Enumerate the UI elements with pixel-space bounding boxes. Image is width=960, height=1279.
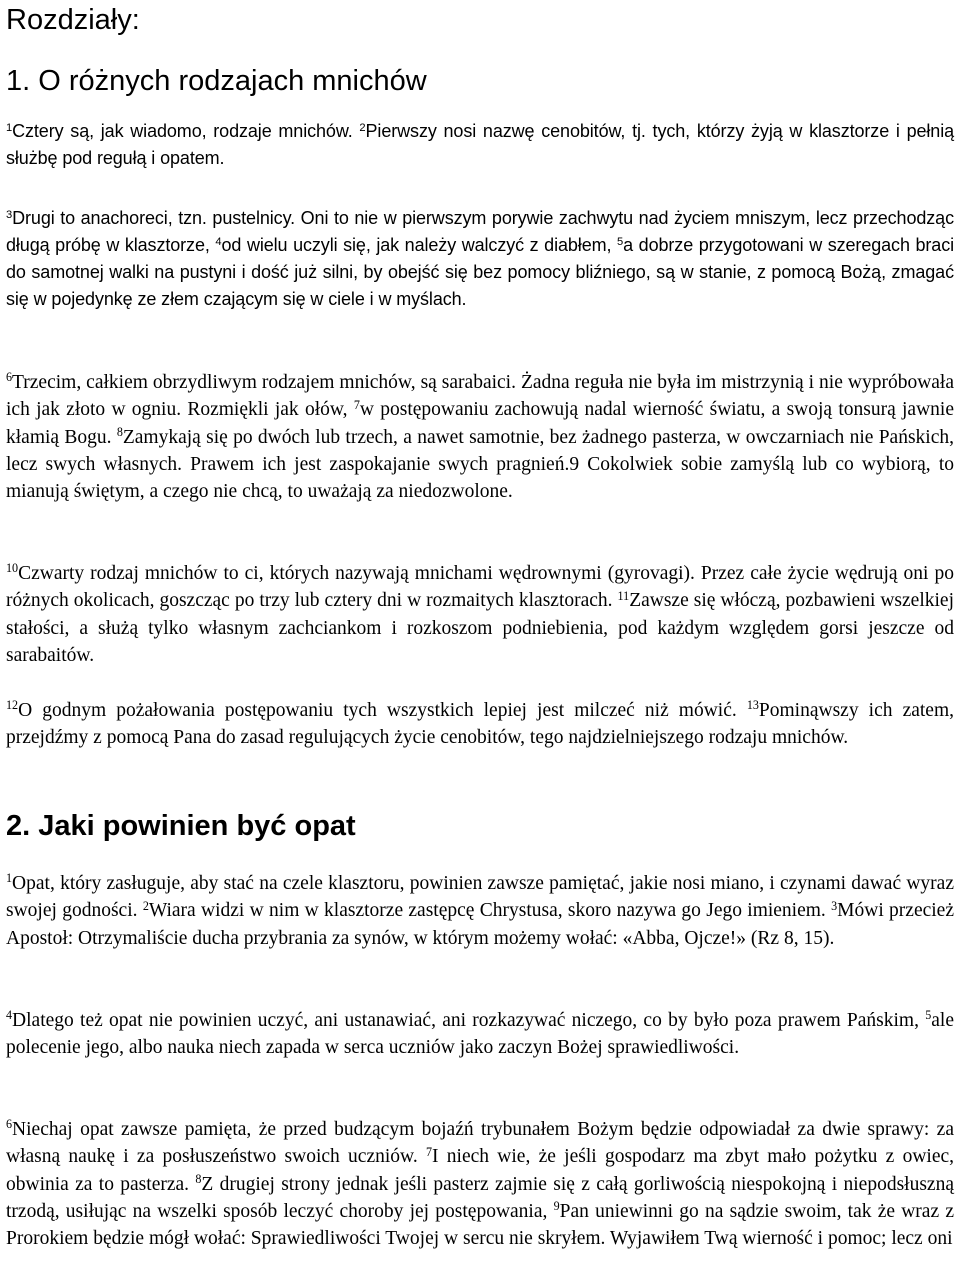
verse-number: 7 <box>353 397 360 412</box>
verse-text: Opat, który zasługuje, aby stać na czele klasztoru, powinien zawsze pamiętać, jakie nosi miano, i czynami dawać wyraz swojej godności. <box>6 873 954 922</box>
verse-text: Czwarty rodzaj mnichów to ci, których nazywają mnichami wędrownymi (gyrovagi). Przez całe życie wędrują oni po różnych okolicach, goszcząc po trzy lub cztery dni w rozmaitych klasztorach. <box>6 563 954 612</box>
verse-text: Pierwszy nosi nazwę cenobitów, tj. tych, którzy żyją w klasztorze i pełnią służbę pod regułą i opatem. <box>6 121 955 168</box>
verse-number: 4 <box>6 1008 13 1023</box>
verse-number: 2 <box>359 121 366 134</box>
verse-text: Pan uniewinni go na sądzie swoim, tak że wraz z Prorokiem będzie mógł wołać: Sprawiedliwości Twojej w sercu nie skryłem. Wyjawiłem Twą wierność i pomoc; lecz oni <box>6 1200 954 1250</box>
verse-text: Wiara widzi w nim w klasztorze zastępcę Chrystusa, skoro nazywa go Jego imieniem. <box>148 900 832 922</box>
chapter-2-paragraph-1 <box>6 870 954 952</box>
chapter-2-title: 2. Jaki powinien być opat <box>6 810 356 842</box>
document-heading: Rozdziały: <box>6 4 140 36</box>
chapter-1-paragraph-3 <box>6 369 954 505</box>
verse-text: Dlatego też opat nie powinien uczyć, ani ustanawiać, ani rozkazywać niczego, co by było poza prawem Pańskim, <box>12 1010 926 1031</box>
verse-text: ale polecenie jego, albo nauka niech zapada w serca uczniów jako zaczyn Bożej sprawiedliwości. <box>6 1010 954 1059</box>
chapter-2-paragraph-2 <box>6 1007 954 1062</box>
verse-text: I niech wie, że jeśli gospodarz ma zbyt mało pożytku z owiec, obwinia za to pasterza. <box>6 1146 955 1195</box>
verse-number: 3 <box>6 208 13 221</box>
verse-number: 6 <box>6 1117 13 1132</box>
verse-text: Zamykają się po dwóch lub trzech, a nawet samotnie, bez żadnego pasterza, w owczarniach nie Pańskich, lecz swych własnych. Prawem ich jest zaspokajanie swych pragnień.9 Cokolwiek sobie zamyślą lub co wybiorą, to mianują świętym, a czego nie chcą, to uważają za niedozwolone. <box>6 426 954 503</box>
verse-text: od wielu uczyli się, jak należy walczyć z diabłem, <box>221 235 618 255</box>
chapter-2-paragraph-3 <box>6 1116 954 1252</box>
verse-number: 5 <box>617 235 624 248</box>
verse-text: Niechaj opat zawsze pamięta, że przed budzącym bojaźń trybunałem Bożym będzie odpowiadał za dwie sprawy: za własną naukę i za posłuszeństwo swoich uczniów. <box>6 1119 954 1168</box>
verse-number: 2 <box>142 898 149 913</box>
verse-text: a dobrze przygotowani w szeregach braci do samotnej walki na pustyni i dość już silni, by obejść się bez pomocy bliźniego, są w stanie, z pomocą Bożą, zmagać się w pojedynkę ze złem czającym się w ciele i w myślach. <box>6 235 955 309</box>
verse-text: Drugi to anachoreci, tzn. pustelnicy. Oni to nie w pierwszym porywie zachwytu nad życiem mniszym, lecz przechodząc długą próbę w klasztorze, <box>6 208 954 255</box>
verse-number: 13 <box>746 698 759 713</box>
verse-text: Cztery są, jak wiadomo, rodzaje mnichów. <box>12 121 360 141</box>
verse-text: Z drugiej strony jednak jeśli pasterz zajmie się z całą gorliwością niespokojną i niepodsłuszną trzodą, usiłując na wszelki sposób leczyć choroby jej postępowania, <box>6 1173 954 1222</box>
chapter-1-paragraph-4 <box>6 560 954 669</box>
chapter-1-paragraph-2 <box>6 205 954 313</box>
chapter-1-paragraph-1 <box>6 118 954 172</box>
verse-number: 1 <box>6 121 13 134</box>
verse-number: 3 <box>831 898 838 913</box>
verse-number: 6 <box>6 370 13 385</box>
verse-text: Zawsze się włóczą, pozbawieni wszelkiej stałości, a służą tylko własnym zachciankom i rozkoszom podniebienia, pod każdym względem gorsi jeszcze od sarabaitów. <box>6 590 954 666</box>
verse-number: 5 <box>925 1008 932 1023</box>
verse-text: w postępowaniu zachowują nadal wierność światu, a swoją tonsurą jawnie kłamią Bogu. <box>6 399 954 448</box>
verse-number: 9 <box>553 1199 560 1214</box>
verse-number: 7 <box>425 1144 433 1159</box>
verse-number: 1 <box>6 871 13 886</box>
verse-text: O godnym pożałowania postępowaniu tych wszystkich lepiej jest milczeć niż mówić. <box>18 700 747 721</box>
verse-number: 11 <box>617 588 630 603</box>
verse-number: 12 <box>6 698 19 713</box>
chapter-1-title: 1. O różnych rodzajach mnichów <box>6 65 427 97</box>
verse-number: 4 <box>215 235 222 248</box>
verse-text: Mówi przecież Apostoł: Otrzymaliście ducha przybrania za synów, w którym możemy wołać: «Abba, Ojcze!» (Rz 8, 15). <box>6 900 954 949</box>
verse-text: Pominąwszy ich zatem, przejdźmy z pomocą Pana do zasad regulujących życie cenobitów, tego najdzielniejszego rodzaju mnichów. <box>6 700 954 749</box>
verse-number: 10 <box>6 561 19 576</box>
verse-text: Trzecim, całkiem obrzydliwym rodzajem mnichów, są sarabaici. Żadna reguła nie była im mistrzynią i nie wypróbowała ich jak złoto w ogniu. Rozmiękli jak ołów, <box>6 372 954 421</box>
verse-number: 8 <box>116 424 123 439</box>
verse-number: 8 <box>195 1171 202 1186</box>
chapter-1-paragraph-5 <box>6 697 954 752</box>
